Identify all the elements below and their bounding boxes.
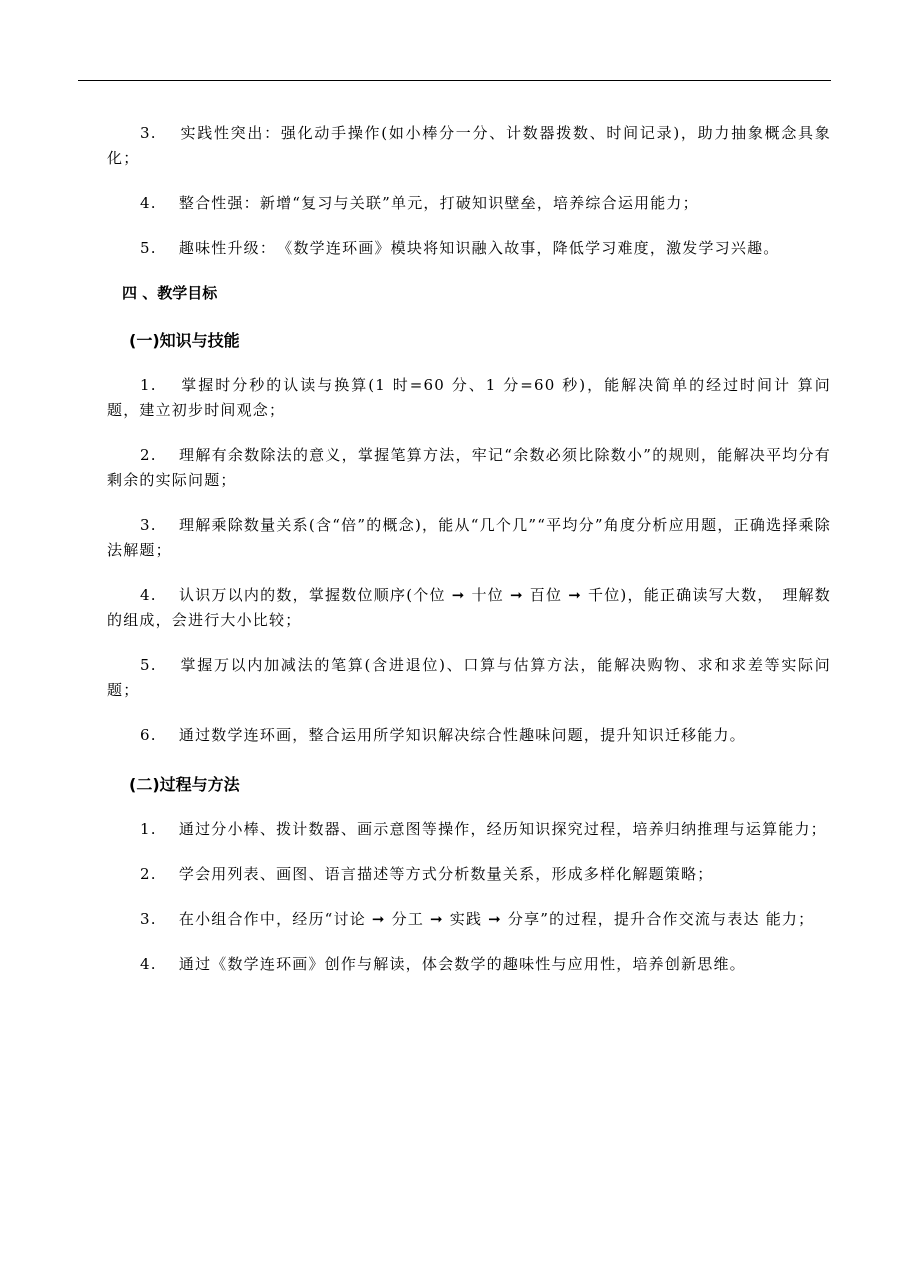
goal-knowledge-item-1: 1. 掌握时分秒的认读与换算(1 时=60 分、1 分=60 秒)，能解决简单的经过时间计 算问题，建立初步时间观念；: [107, 376, 831, 419]
subsection-heading-process-methods: (二)过程与方法: [129, 775, 240, 794]
document-body: [107, 121, 831, 997]
goal-knowledge-item-4: 4. 认识万以内的数，掌握数位顺序(个位 ➞ 十位 ➞ 百位 ➞ 千位)，能正确读写大数， 理解数的组成，会进行大小比较；: [107, 586, 831, 629]
goal-knowledge-item-3: 3. 理解乘除数量关系(含“倍”的概念)，能从“几个几”“平均分”角度分析应用题，正确选择乘除法解题；: [107, 516, 831, 559]
goal-knowledge-item-5: 5. 掌握万以内加减法的笔算(含进退位)、口算与估算方法，能解决购物、求和求差等实际问题；: [107, 656, 831, 699]
feature-item-5: 5. 趣味性升级： 《数学连环画》模块将知识融入故事，降低学习难度，激发学习兴趣。: [140, 239, 780, 257]
header-rule: [78, 80, 831, 81]
goal-process-item-1: 1. 通过分小棒、拨计数器、画示意图等操作，经历知识探究过程，培养归纳推理与运算能力；: [140, 820, 827, 838]
subsection-heading-knowledge-skills: (一)知识与技能: [129, 331, 240, 350]
goal-knowledge-item-6: 6. 通过数学连环画，整合运用所学知识解决综合性趣味问题，提升知识迁移能力。: [140, 726, 746, 744]
feature-item-4: 4. 整合性强：新增“复习与关联”单元，打破知识壁垒，培养综合运用能力；: [140, 194, 699, 212]
feature-item-3: 3. 实践性突出：强化动手操作(如小棒分一分、计数器拨数、时间记录)，助力抽象概念具象化；: [107, 124, 831, 167]
goal-process-item-3: 3. 在小组合作中，经历“讨论 ➞ 分工 ➞ 实践 ➞ 分享”的过程，提升合作交流与表达 能力；: [140, 910, 815, 928]
goal-process-item-4: 4. 通过《数学连环画》创作与解读，体会数学的趣味性与应用性，培养创新思维。: [140, 955, 746, 973]
goal-process-item-2: 2. 学会用列表、画图、语言描述等方式分析数量关系，形成多样化解题策略；: [140, 865, 714, 883]
goal-knowledge-item-2: 2. 理解有余数除法的意义，掌握笔算方法，牢记“余数必须比除数小”的规则，能解决平均分有剩余的实际问题；: [107, 446, 831, 489]
section-heading-teaching-goals: 四 、教学目标: [122, 284, 218, 302]
